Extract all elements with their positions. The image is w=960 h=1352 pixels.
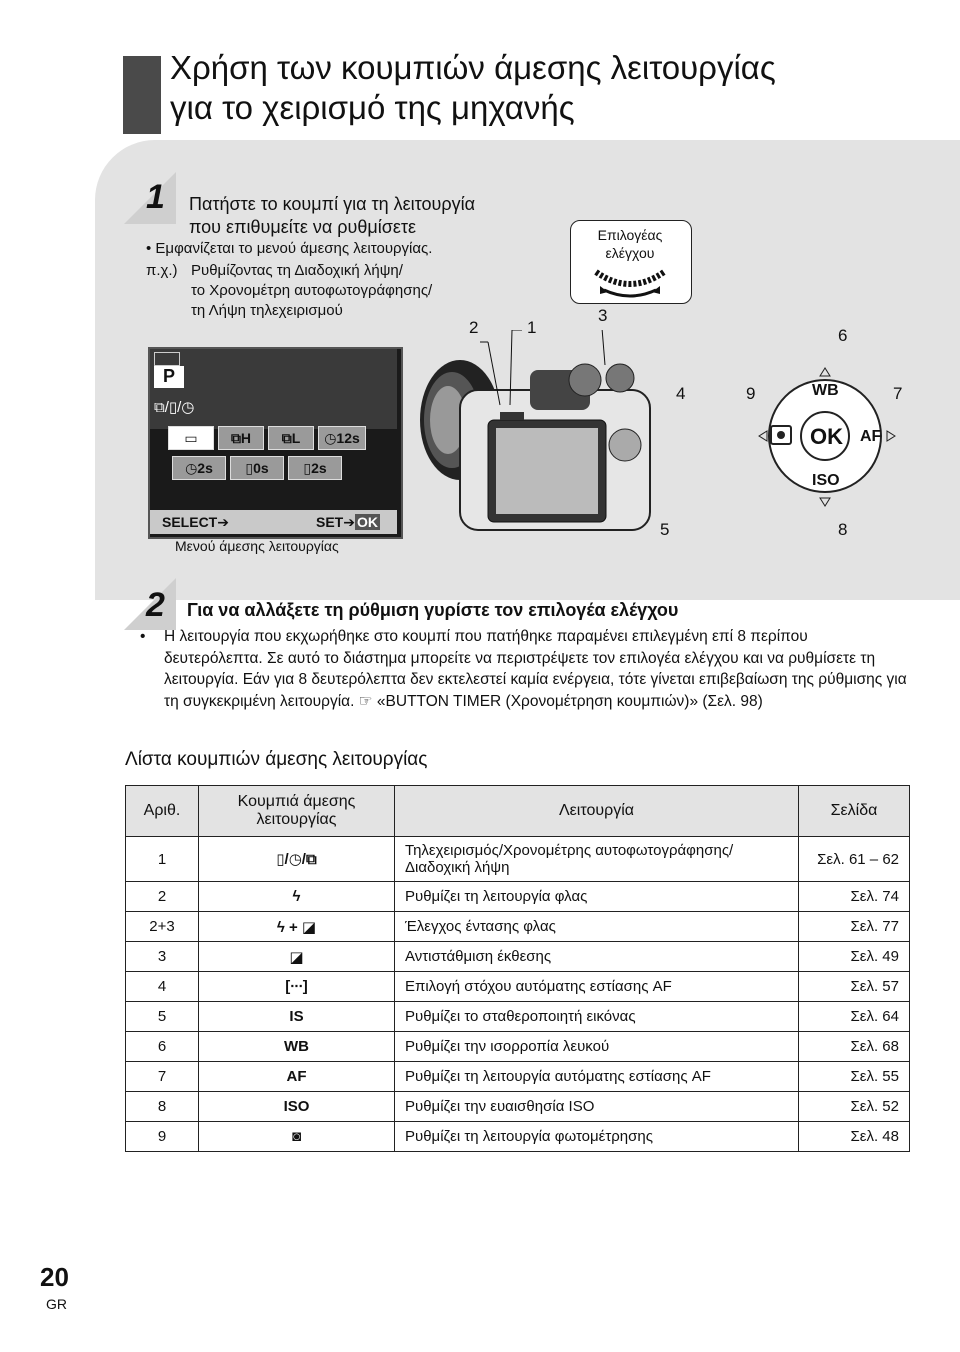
- function-table: [125, 785, 910, 1152]
- header-number: Αριθ.: [126, 786, 199, 837]
- row-number: 1: [126, 837, 199, 882]
- row-number: 3: [126, 942, 199, 972]
- table-row: [126, 1122, 910, 1152]
- step1-example: [146, 261, 432, 321]
- table-row: [126, 1002, 910, 1032]
- row-number: 2+3: [126, 912, 199, 942]
- row-page: Σελ. 64: [799, 1002, 910, 1032]
- row-function: Ρυθμίζει τη λειτουργία φλας: [395, 882, 799, 912]
- lcd-set-label: [316, 514, 380, 531]
- title-accent-bar: [123, 56, 161, 134]
- page-number: 20: [40, 1262, 69, 1292]
- wb-button-label: WB: [812, 382, 839, 399]
- control-dial-icon: [590, 262, 670, 302]
- row-number: 7: [126, 1062, 199, 1092]
- step2-text: Η λειτουργία που εκχωρήθηκε στο κουμπί που πατήθηκε παραμένει επιλεγμένη επί 8 περίπου δευτερόλεπτα. Σε αυτό το διάστημα μπορείτε να περιστρέψετε τον επιλογέα ελέγχου και να ρυθμίσετε τη λειτουργία. Εάν για 8 δευτερόλεπτα δεν εκτελεστεί καμία ενέργεια, τότε γίνεται επιβεβαίωση της ρύθμισης για τη συγκεκριμένη λειτουργία. ☞ «BUTTON TIMER (Χρονομέτρηση κουμπιών)» (Σελ. 98): [164, 628, 907, 710]
- row-page: Σελ. 49: [799, 942, 910, 972]
- white-balance-icon: WB: [199, 1032, 395, 1062]
- table-row: [126, 837, 910, 882]
- table-row: [126, 1092, 910, 1122]
- lcd-function-title: ⧉/▯/◷: [154, 399, 195, 416]
- af-button-label: AF: [860, 428, 882, 445]
- image-stabilizer-icon: IS: [199, 1002, 395, 1032]
- lcd-option-timer-2s[interactable]: ◷2s: [172, 456, 226, 480]
- step2-body: [140, 626, 910, 712]
- step2-number: 2: [146, 586, 165, 624]
- lcd-option-seq-high[interactable]: ⧉H: [218, 426, 264, 450]
- row-function: Ρυθμίζει την ευαισθησία ISO: [395, 1092, 799, 1122]
- table-row: [126, 972, 910, 1002]
- table-row: [126, 1032, 910, 1062]
- callout-leaders: [470, 330, 650, 420]
- row-page: Σελ. 48: [799, 1122, 910, 1152]
- page-language: GR: [46, 1296, 67, 1312]
- callout-8: 8: [838, 520, 848, 539]
- af-icon: AF: [199, 1062, 395, 1092]
- header-page: Σελίδα: [799, 786, 910, 837]
- step2-heading: Για να αλλάξετε τη ρύθμιση γυρίστε τον επιλογέα ελέγχου: [187, 600, 679, 620]
- arrow-right-icon: ➔: [217, 514, 229, 530]
- callout-7: 7: [893, 384, 903, 403]
- lcd-option-single[interactable]: ▭: [168, 426, 214, 450]
- row-number: 5: [126, 1002, 199, 1032]
- example-line-2: το Χρονομέτρη αυτοφωτογράφησης/: [191, 282, 433, 299]
- lcd-option-seq-low[interactable]: ⧉L: [268, 426, 314, 450]
- header-button: Κουμπιά άμεσης λειτουργίας: [199, 786, 395, 837]
- list-title: Λίστα κουμπιών άμεσης λειτουργίας: [125, 749, 428, 770]
- row-page: Σελ. 68: [799, 1032, 910, 1062]
- step2-bullet: •: [140, 628, 146, 645]
- step1-bullet: • Εμφανίζεται το μενού άμεσης λειτουργίας.: [146, 240, 433, 257]
- control-dial-label: [570, 226, 690, 262]
- row-page: Σελ. 52: [799, 1092, 910, 1122]
- camera-screen-surface: [496, 428, 598, 514]
- row-function: Ρυθμίζει τη λειτουργία φωτομέτρησης: [395, 1122, 799, 1152]
- table-row: [126, 1062, 910, 1092]
- row-page: Σελ. 77: [799, 912, 910, 942]
- row-function: Ρυθμίζει την ισορροπία λευκού: [395, 1032, 799, 1062]
- step1-heading-line-1: Πατήστε το κουμπί για τη λειτουργία: [189, 194, 475, 214]
- table-row: [126, 942, 910, 972]
- row-function: Έλεγχος έντασης φλας: [395, 912, 799, 942]
- row-button-icon: ▯/◷/⧉: [199, 837, 395, 882]
- row-number: 8: [126, 1092, 199, 1122]
- row-page: Σελ. 74: [799, 882, 910, 912]
- example-line-3: τη Λήψη τηλεχειρισμού: [191, 302, 343, 319]
- lcd-set-text: SET: [316, 514, 344, 530]
- ok-icon: OK: [356, 514, 378, 530]
- row-function: Αντιστάθμιση έκθεσης: [395, 942, 799, 972]
- row-page: Σελ. 55: [799, 1062, 910, 1092]
- row-number: 4: [126, 972, 199, 1002]
- row-page: Σελ. 57: [799, 972, 910, 1002]
- flash-icon: ϟ: [199, 882, 395, 912]
- row-number: 2: [126, 882, 199, 912]
- example-label: π.χ.): [146, 262, 178, 279]
- row-number: 6: [126, 1032, 199, 1062]
- row-function: Ρυθμίζει το σταθεροποιητή εικόνας: [395, 1002, 799, 1032]
- metering-icon: ◙: [199, 1122, 395, 1152]
- callout-3: 3: [598, 306, 608, 325]
- row-function: Τηλεχειρισμός/Χρονομέτρης αυτοφωτογράφησης/ Διαδοχική λήψη: [395, 837, 799, 882]
- ok-button-label: OK: [810, 424, 843, 449]
- lcd-option-remote-2s[interactable]: ▯2s: [288, 456, 342, 480]
- lcd-option-remote-0s[interactable]: ▯0s: [230, 456, 284, 480]
- callout-5: 5: [660, 520, 670, 539]
- table-row: [126, 912, 910, 942]
- example-line-1: Ρυθμίζοντας τη Διαδοχική λήψη/: [191, 262, 403, 279]
- row-function: Επιλογή στόχου αυτόματης εστίασης AF: [395, 972, 799, 1002]
- step1-number: 1: [146, 178, 165, 216]
- callout-6: 6: [838, 326, 848, 345]
- callout-4: 4: [676, 384, 686, 403]
- lcd-select-label: [162, 514, 229, 531]
- row-number: 9: [126, 1122, 199, 1152]
- lcd-caption: Μενού άμεσης λειτουργίας: [175, 538, 339, 554]
- table-header-row: [126, 786, 910, 837]
- iso-button-label: ISO: [812, 472, 840, 489]
- lcd-info-panel: [150, 349, 397, 429]
- step1-heading-line-2: που επιθυμείτε να ρυθμίσετε: [189, 217, 416, 237]
- arrow-right-icon: ➔: [343, 514, 355, 530]
- shooting-mode: P: [154, 366, 184, 388]
- exposure-compensation-icon: ◪: [199, 942, 395, 972]
- camera-arrow-pad: [609, 429, 641, 461]
- page-title: [170, 48, 776, 128]
- callout-1: 1: [527, 318, 537, 337]
- lcd-option-timer-12s[interactable]: ◷12s: [318, 426, 366, 450]
- dial-label-line-2: ελέγχου: [605, 245, 655, 261]
- row-function: Ρυθμίζει τη λειτουργία αυτόματης εστίασης AF: [395, 1062, 799, 1092]
- step1-heading: [189, 193, 475, 239]
- lcd-options: [168, 426, 394, 484]
- title-line-1: Χρήση των κουμπιών άμεσης λειτουργίας: [170, 49, 776, 86]
- battery-icon: [154, 352, 180, 366]
- up-arrow-icon: [820, 368, 830, 376]
- right-arrow-icon: [887, 431, 895, 441]
- iso-icon: ISO: [199, 1092, 395, 1122]
- down-arrow-icon: [820, 498, 830, 506]
- row-page: Σελ. 61 – 62: [799, 837, 910, 882]
- af-target-icon: [∙∙∙]: [199, 972, 395, 1002]
- table-row: [126, 882, 910, 912]
- header-function: Λειτουργία: [395, 786, 799, 837]
- flash-exposure-icon: ϟ + ◪: [199, 912, 395, 942]
- left-arrow-icon: [759, 431, 767, 441]
- callout-2: 2: [469, 318, 479, 337]
- title-line-2: για το χειρισμό της μηχανής: [170, 89, 575, 126]
- callout-9: 9: [746, 384, 756, 403]
- lcd-select-text: SELECT: [162, 514, 218, 530]
- dial-label-line-1: Επιλογέας: [597, 227, 663, 243]
